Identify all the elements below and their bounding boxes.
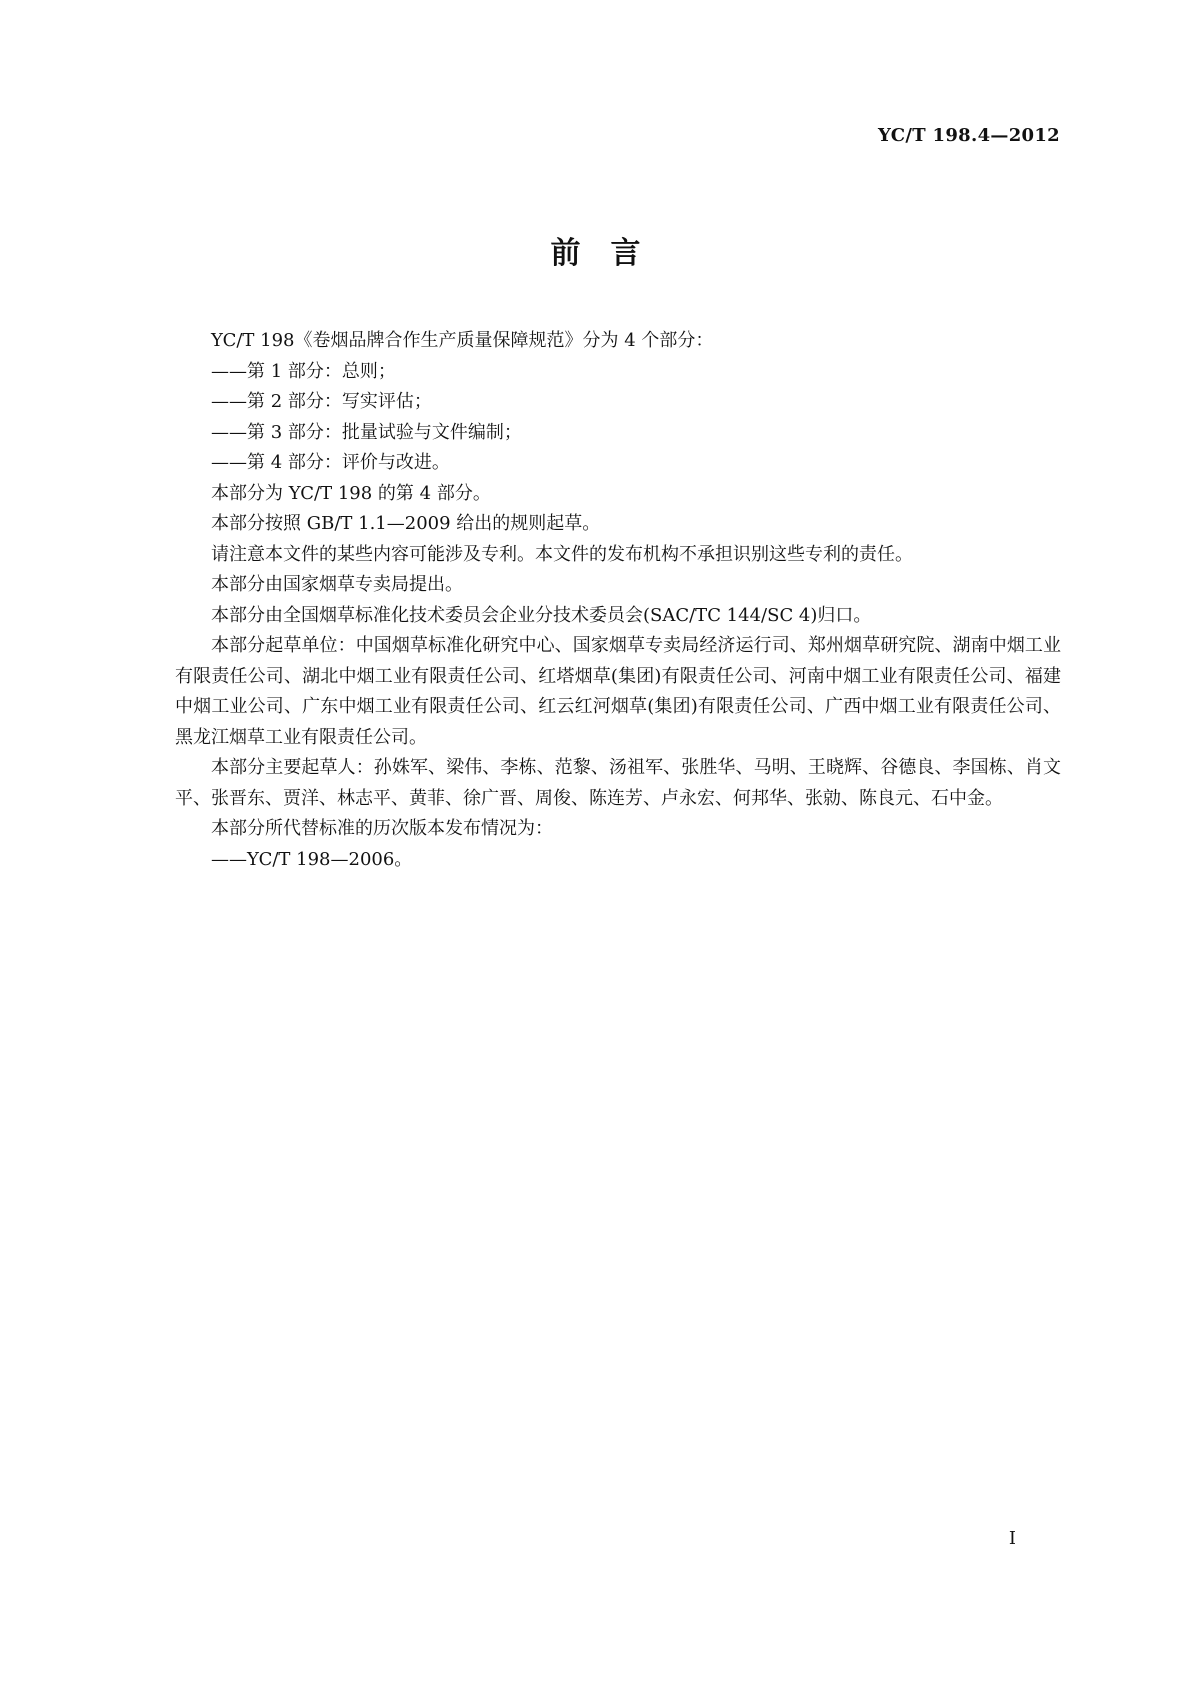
- part-list-item-4: ——第 4 部分：评价与改进。: [211, 452, 450, 473]
- previous-edition-item: ——YC/T 198—2006。: [211, 848, 413, 870]
- part-list-item-1: ——第 1 部分：总则；: [211, 360, 396, 382]
- part-statement: 本部分为 YC/T 198 的第 4 部分。: [211, 482, 491, 504]
- drafting-units: 本部分起草单位：中国烟草标准化研究中心、国家烟草专卖局经济运行司、郑州烟草研究院、湖南中烟工业有限责任公司、湖北中烟工业有限责任公司、红塔烟草(集团)有限责任公司、河南中烟工业有限责任公司、福建中烟工业公司、广东中烟工业有限责任公司、红云红河烟草(集团)有限责任公司、广西中烟工业有限责任公司、黑龙江烟草工业有限责任公司。: [175, 635, 1061, 748]
- committee-statement: 本部分由全国烟草标准化技术委员会企业分技术委员会(SAC/TC 144/SC 4)归口。: [211, 604, 872, 626]
- document-code: YC/T 198.4—2012: [877, 125, 1060, 146]
- drafting-rules-statement: 本部分按照 GB/T 1.1—2009 给出的规则起草。: [211, 513, 601, 534]
- page-number: I: [1008, 1528, 1016, 1549]
- intro-paragraph: YC/T 198《卷烟品牌合作生产质量保障规范》分为 4 个部分：: [211, 330, 714, 351]
- page-title: 前 言: [550, 236, 641, 271]
- foreword-body: [175, 326, 1061, 875]
- proposer-statement: 本部分由国家烟草专卖局提出。: [211, 574, 463, 595]
- previous-editions-intro: 本部分所代替标准的历次版本发布情况为：: [211, 818, 553, 839]
- patent-notice: 请注意本文件的某些内容可能涉及专利。本文件的发布机构不承担识别这些专利的责任。: [211, 543, 913, 565]
- part-list-item-3: ——第 3 部分：批量试验与文件编制；: [211, 421, 522, 443]
- part-list-item-2: ——第 2 部分：写实评估；: [211, 391, 432, 412]
- main-drafters: 本部分主要起草人：孙姝军、梁伟、李栋、范黎、汤祖军、张胜华、马明、王晓辉、谷德良、李国栋、肖文平、张晋东、贾洋、林志平、黄菲、徐广晋、周俊、陈连芳、卢永宏、何邦华、张勍、陈良元、石中金。: [175, 757, 1061, 809]
